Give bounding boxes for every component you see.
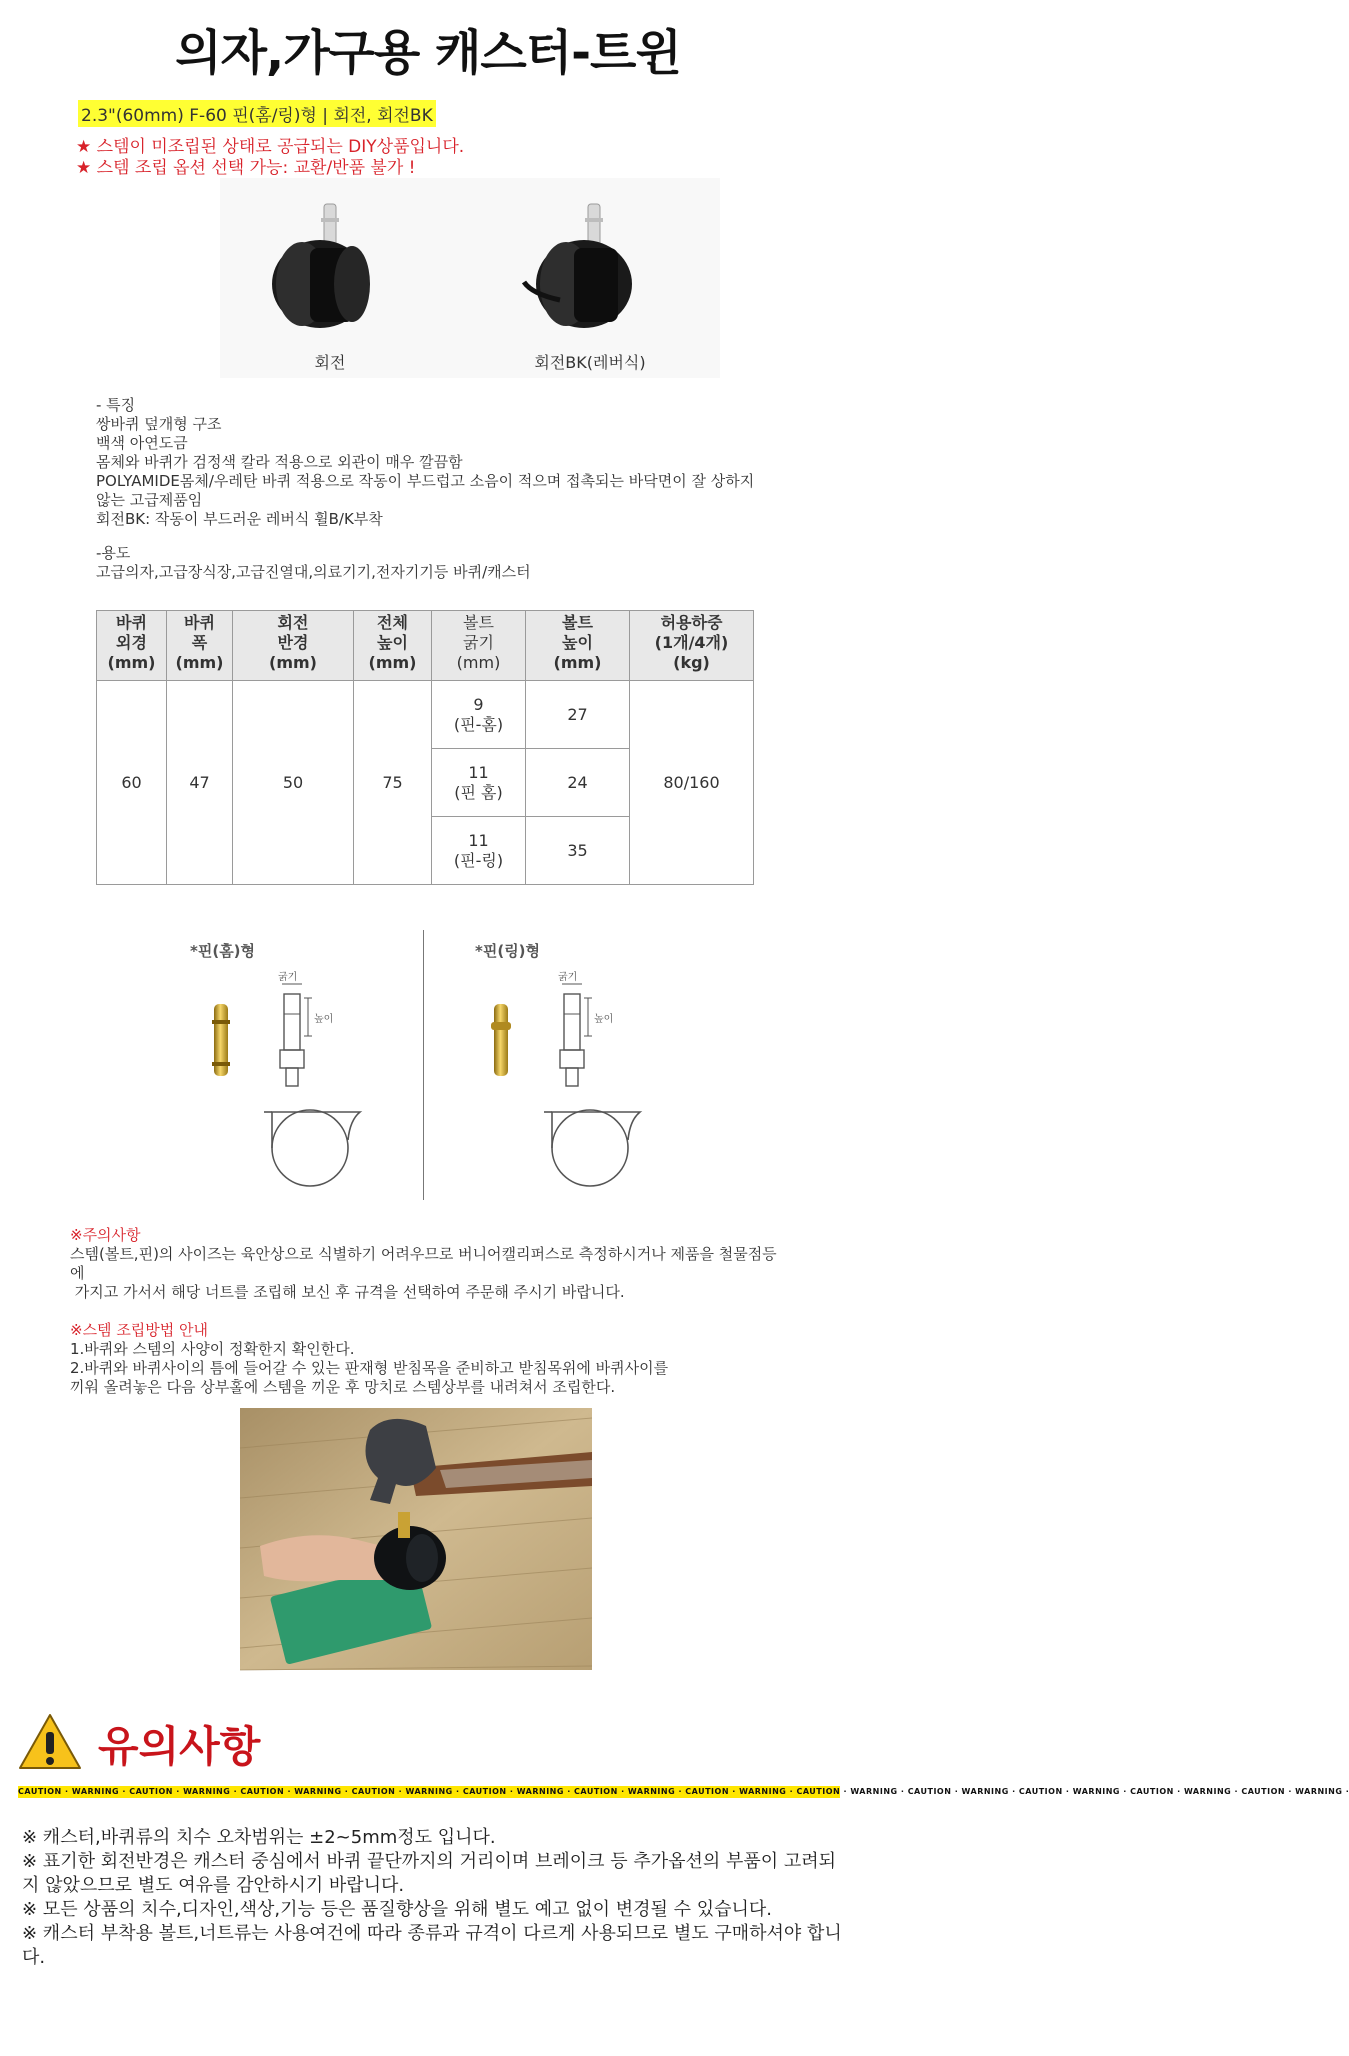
caster-swivel-image <box>260 196 400 336</box>
caution-section <box>70 1226 790 1397</box>
product-images-panel <box>220 178 720 378</box>
usage-heading: -용도 <box>96 544 131 562</box>
th-swivel-radius: 회전 반경 (mm) <box>233 611 354 681</box>
product-label-swivel-bk: 회전BK(레버식) <box>534 353 646 372</box>
assembly-line: 1.바퀴와 스템의 사양이 정확한지 확인한다. <box>70 1340 355 1358</box>
cell-wheel-dia: 60 <box>97 681 167 885</box>
feature-line: POLYAMIDE몸체/우레탄 바퀴 적용으로 작동이 부드럽고 소음이 적으며 접촉되는 바닥면이 잘 상하지 <box>96 472 755 490</box>
th-load: 허용하중 (1개/4개) (kg) <box>630 611 754 681</box>
option-highlight: 2.3"(60mm) F-60 핀(홈/링)형 | 회전, 회전BK <box>78 100 436 127</box>
notice-title: 유의사항 <box>98 1722 261 1771</box>
product-label-swivel: 회전 <box>314 353 346 372</box>
notice-header <box>18 1710 278 1774</box>
stem-type-diagram <box>180 920 740 1210</box>
cell-total-height: 75 <box>354 681 432 885</box>
cell-bolt-thickness: 11 (핀 홈) <box>432 749 526 817</box>
svg-text:굵기: 굵기 <box>278 972 298 983</box>
features-heading: - 특징 <box>96 396 136 414</box>
assembly-line: 2.바퀴와 바퀴사이의 틈에 들어갈 수 있는 판재형 받침목을 준비하고 받침목위에 바퀴사이를 <box>70 1359 669 1377</box>
th-wheel-width: 바퀴 폭 (mm) <box>167 611 233 681</box>
cell-wheel-width: 47 <box>167 681 233 885</box>
table-header-row <box>97 611 754 681</box>
feature-line: 백색 아연도금 <box>96 434 188 452</box>
usage-line: 고급의자,고급장식장,고급진열대,의료기기,전자기기등 바퀴/캐스터 <box>96 563 531 581</box>
product-swivel <box>230 178 430 378</box>
warning-triangle-icon <box>18 1712 82 1772</box>
feature-line: 않는 고급제품임 <box>96 491 203 509</box>
cell-bolt-height: 24 <box>526 749 630 817</box>
cell-bolt-height: 35 <box>526 817 630 885</box>
diagram-divider <box>423 930 424 1200</box>
svg-text:높이: 높이 <box>594 1014 614 1025</box>
cell-load: 80/160 <box>630 681 754 885</box>
caution-line: 스템(볼트,핀)의 사이즈는 육안상으로 식별하기 어려우므로 버니어캘리퍼스로 측정하시거나 제품을 철물점등에 <box>70 1245 777 1282</box>
hammer-assembly-image <box>240 1408 592 1670</box>
page-title: 의자,가구용 캐스터-트윈 <box>175 25 681 81</box>
product-swivel-bk <box>490 178 690 378</box>
th-bolt-height: 볼트 높이 (mm) <box>526 611 630 681</box>
caution-line: 가지고 가서서 해당 너트를 조립해 보신 후 규격을 선택하여 주문해 주시기 바랍니다. <box>70 1283 625 1301</box>
cell-bolt-height: 27 <box>526 681 630 749</box>
diagram-title-groove: *핀(홈)형 <box>190 942 256 960</box>
th-bolt-thickness: 볼트 굵기 (mm) <box>432 611 526 681</box>
table-row <box>97 681 754 749</box>
cell-swivel-radius: 50 <box>233 681 354 885</box>
svg-text:굵기: 굵기 <box>558 972 578 983</box>
caster-lever-image <box>520 196 660 336</box>
warning-line-diy: ★ 스템이 미조립된 상태로 공급되는 DIY상품입니다. <box>76 137 465 157</box>
spec-table <box>96 610 754 885</box>
feature-line: 회전BK: 작동이 부드러운 레버식 휠B/K부착 <box>96 510 383 528</box>
cell-bolt-thickness: 11 (핀-링) <box>432 817 526 885</box>
feature-line: 몸체와 바퀴가 검정색 칼라 적용으로 외관이 매우 깔끔함 <box>96 453 463 471</box>
notice-line: ※ 캐스터 부착용 볼트,너트류는 사용여건에 따라 종류과 규격이 다르게 사용되므로 별도 구매하셔야 합니다. <box>22 1923 842 1968</box>
notice-line: ※ 모든 상품의 치수,디자인,색상,기능 등은 품질향상을 위해 별도 예고 없이 변경될 수 있습니다. <box>22 1899 772 1920</box>
caution-tape: CAUTION · WARNING · CAUTION · WARNING · CAUTION · WARNING · CAUTION · WARNING · CAUTION · WARNING · CAUTION · WARNING · CAUTION · WARNING · CAUTION · WARNING · CAUTION · WARNING · CAUTION · WARNING · CAUTION · WARNING · CAUTION · WARNING · <box>18 1787 1349 1796</box>
diagram-title-ring: *핀(링)형 <box>475 942 541 960</box>
th-total-height: 전체 높이 (mm) <box>354 611 432 681</box>
notice-notes <box>22 1826 842 1970</box>
ring-stem-drawing <box>480 970 690 1200</box>
assembly-line: 끼워 올려놓은 다음 상부홀에 스템을 끼운 후 망치로 스템상부를 내려쳐서 조립한다. <box>70 1378 616 1396</box>
th-wheel-dia: 바퀴 외경 (mm) <box>97 611 167 681</box>
feature-line: 쌍바퀴 덮개형 구조 <box>96 415 222 433</box>
notice-line: ※ 캐스터,바퀴류의 치수 오차범위는 ±2~5mm정도 입니다. <box>22 1827 496 1848</box>
assembly-photo <box>240 1408 592 1670</box>
svg-text:높이: 높이 <box>314 1014 334 1025</box>
cell-bolt-thickness: 9 (핀-홈) <box>432 681 526 749</box>
features-section <box>96 396 776 582</box>
assembly-heading: ※스템 조립방법 안내 <box>70 1321 209 1339</box>
caution-heading: ※주의사항 <box>70 1226 141 1244</box>
groove-stem-drawing <box>200 970 410 1200</box>
warning-line-option: ★ 스템 조립 옵션 선택 가능: 교환/반품 불가 ! <box>76 158 416 178</box>
notice-line: ※ 표기한 회전반경은 캐스터 중심에서 바퀴 끝단까지의 거리이며 브레이크 등 추가옵션의 부품이 고려되지 않았으므로 별도 여유를 감안하시기 바랍니다. <box>22 1851 837 1896</box>
